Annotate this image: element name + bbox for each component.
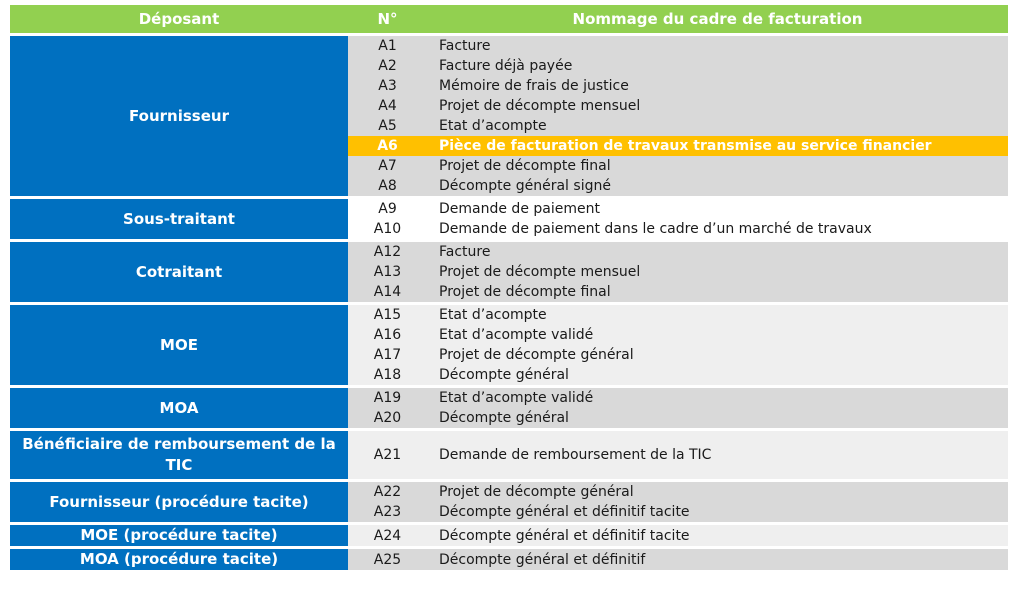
numero-cell: A9 <box>348 198 427 220</box>
numero-cell: A6 <box>348 136 427 156</box>
numero-cell: A5 <box>348 116 427 136</box>
numero-cell: A8 <box>348 176 427 198</box>
facturation-table <box>10 5 1008 573</box>
table-row <box>10 304 1008 326</box>
header-row <box>10 5 1008 35</box>
nommage-cell: Facture <box>427 35 1008 57</box>
table-row <box>10 548 1008 572</box>
numero-cell: A22 <box>348 481 427 503</box>
table-row <box>10 524 1008 548</box>
table-body <box>10 35 1008 572</box>
numero-cell: A2 <box>348 56 427 76</box>
nommage-cell: Projet de décompte final <box>427 282 1008 304</box>
table-row <box>10 481 1008 503</box>
numero-cell: A1 <box>348 35 427 57</box>
nommage-cell: Etat d’acompte validé <box>427 325 1008 345</box>
deposant-cell: MOA (procédure tacite) <box>10 548 348 572</box>
numero-cell: A24 <box>348 524 427 548</box>
deposant-cell: Fournisseur <box>10 35 348 198</box>
nommage-cell: Décompte général <box>427 408 1008 430</box>
nommage-cell: Projet de décompte mensuel <box>427 96 1008 116</box>
nommage-cell: Facture <box>427 241 1008 263</box>
nommage-cell: Demande de paiement <box>427 198 1008 220</box>
deposant-cell: Bénéficiaire de remboursement de la TIC <box>10 430 348 481</box>
nommage-cell: Décompte général et définitif <box>427 548 1008 572</box>
nommage-cell: Projet de décompte général <box>427 481 1008 503</box>
deposant-cell: MOE <box>10 304 348 387</box>
nommage-cell: Projet de décompte mensuel <box>427 262 1008 282</box>
deposant-cell: MOA <box>10 387 348 430</box>
deposant-cell: Cotraitant <box>10 241 348 304</box>
numero-cell: A18 <box>348 365 427 387</box>
numero-cell: A19 <box>348 387 427 409</box>
numero-cell: A12 <box>348 241 427 263</box>
nommage-cell: Décompte général et définitif tacite <box>427 524 1008 548</box>
header-nommage: Nommage du cadre de facturation <box>427 5 1008 35</box>
nommage-cell: Etat d’acompte <box>427 304 1008 326</box>
numero-cell: A20 <box>348 408 427 430</box>
nommage-cell: Projet de décompte général <box>427 345 1008 365</box>
table-row <box>10 35 1008 57</box>
numero-cell: A25 <box>348 548 427 572</box>
numero-cell: A23 <box>348 502 427 524</box>
nommage-cell: Décompte général signé <box>427 176 1008 198</box>
numero-cell: A10 <box>348 219 427 241</box>
nommage-cell: Décompte général <box>427 365 1008 387</box>
numero-cell: A17 <box>348 345 427 365</box>
deposant-cell: Sous-traitant <box>10 198 348 241</box>
header-deposant: Déposant <box>10 5 348 35</box>
numero-cell: A16 <box>348 325 427 345</box>
numero-cell: A14 <box>348 282 427 304</box>
numero-cell: A15 <box>348 304 427 326</box>
deposant-cell: Fournisseur (procédure tacite) <box>10 481 348 524</box>
nommage-cell: Projet de décompte final <box>427 156 1008 176</box>
table-row <box>10 387 1008 409</box>
nommage-cell: Décompte général et définitif tacite <box>427 502 1008 524</box>
nommage-cell: Demande de remboursement de la TIC <box>427 430 1008 481</box>
nommage-cell: Etat d’acompte <box>427 116 1008 136</box>
table-row <box>10 430 1008 481</box>
numero-cell: A7 <box>348 156 427 176</box>
table-row <box>10 241 1008 263</box>
nommage-cell: Facture déjà payée <box>427 56 1008 76</box>
numero-cell: A13 <box>348 262 427 282</box>
numero-cell: A3 <box>348 76 427 96</box>
nommage-cell: Mémoire de frais de justice <box>427 76 1008 96</box>
table-row <box>10 198 1008 220</box>
nommage-cell: Pièce de facturation de travaux transmise au service financier <box>427 136 1008 156</box>
numero-cell: A4 <box>348 96 427 116</box>
nommage-cell: Demande de paiement dans le cadre d’un marché de travaux <box>427 219 1008 241</box>
header-numero: N° <box>348 5 427 35</box>
table-header <box>10 5 1008 35</box>
nommage-cell: Etat d’acompte validé <box>427 387 1008 409</box>
deposant-cell: MOE (procédure tacite) <box>10 524 348 548</box>
numero-cell: A21 <box>348 430 427 481</box>
